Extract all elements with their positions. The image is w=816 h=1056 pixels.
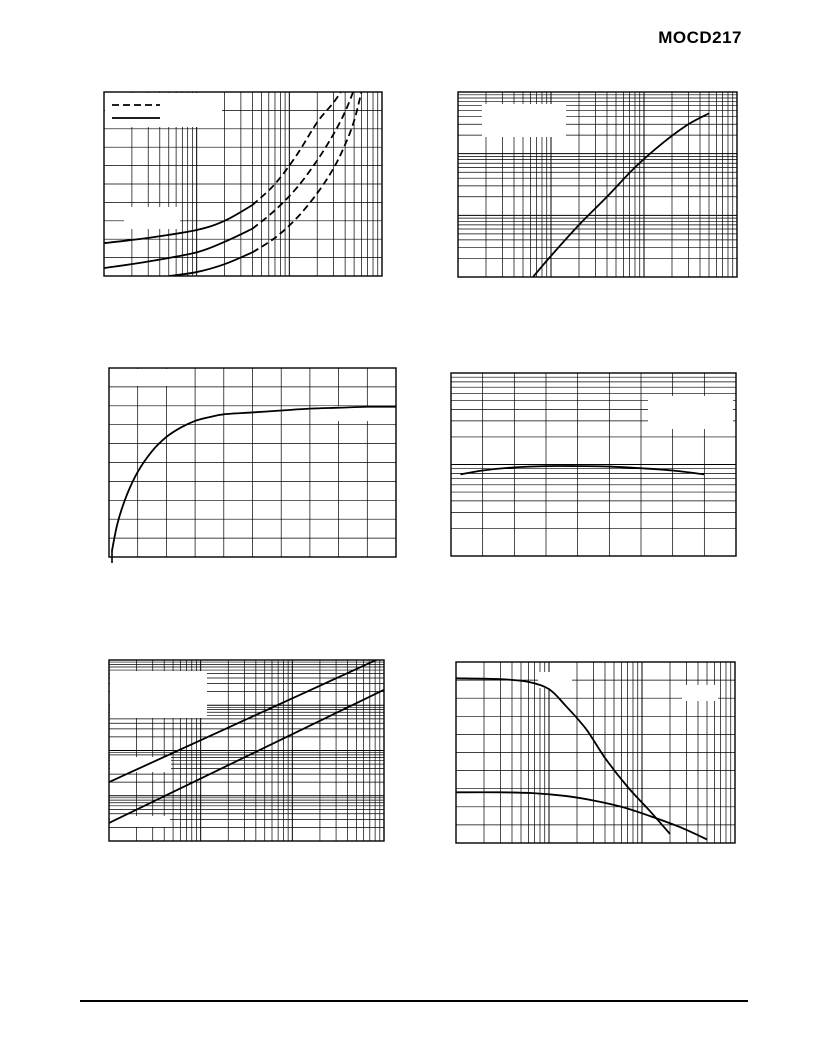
chart-4-label-box — [648, 396, 733, 429]
chart-5-label-box — [110, 757, 171, 772]
chart-1-label-box — [124, 207, 180, 229]
chart-2-series-1-line — [533, 113, 709, 277]
chart-5-label-box — [110, 671, 207, 718]
chart-3-series-1-line — [112, 407, 396, 552]
chart-1-label-box — [105, 93, 222, 127]
chart-2-label-box — [482, 104, 566, 137]
part-number-header: MOCD217 — [658, 28, 742, 47]
chart-6-label-box — [682, 685, 718, 701]
chart-1-series-1-dashed-line — [252, 85, 345, 205]
chart-3-label-box — [110, 369, 190, 386]
